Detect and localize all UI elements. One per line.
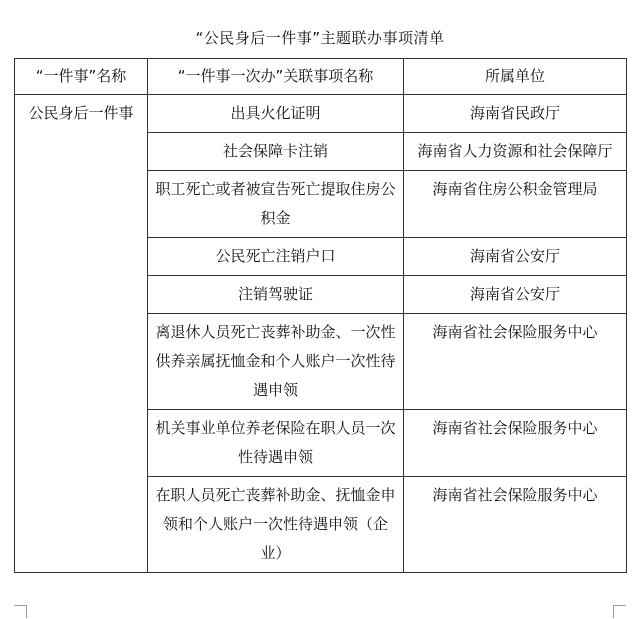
header-unit: 所属单位 <box>404 59 627 95</box>
corner-mark-right <box>613 605 626 618</box>
matter-cell: 社会保障卡注销 <box>148 133 404 171</box>
matter-cell: 机关事业单位养老保险在职人员一次性待遇申领 <box>148 410 404 477</box>
corner-mark-left <box>14 605 27 618</box>
matter-cell: 出具火化证明 <box>148 95 404 133</box>
unit-cell: 海南省社会保险服务中心 <box>404 477 627 573</box>
matter-cell: 公民死亡注销户口 <box>148 238 404 276</box>
matter-cell: 注销驾驶证 <box>148 276 404 314</box>
header-related-matter: “一件事一次办”关联事项名称 <box>148 59 404 95</box>
unit-cell: 海南省社会保险服务中心 <box>404 410 627 477</box>
unit-cell: 海南省住房公积金管理局 <box>404 171 627 238</box>
unit-cell: 海南省公安厅 <box>404 238 627 276</box>
header-matter-name: “一件事”名称 <box>15 59 148 95</box>
matter-cell: 职工死亡或者被宣告死亡提取住房公积金 <box>148 171 404 238</box>
matter-cell: 离退休人员死亡丧葬补助金、一次性供养亲属抚恤金和个人账户一次性待遇申领 <box>148 314 404 410</box>
unit-cell: 海南省人力资源和社会保障厅 <box>404 133 627 171</box>
page-corner-marks <box>0 605 640 619</box>
unit-cell: 海南省公安厅 <box>404 276 627 314</box>
group-name-cell: 公民身后一件事 <box>15 95 148 573</box>
document-title: “公民身后一件事”主题联办事项清单 <box>195 29 445 47</box>
unit-cell: 海南省社会保险服务中心 <box>404 314 627 410</box>
matters-table <box>14 58 627 573</box>
table-row <box>15 95 627 133</box>
matter-cell: 在职人员死亡丧葬补助金、抚恤金申领和个人账户一次性待遇申领（企业） <box>148 477 404 573</box>
table-header-row <box>15 59 627 95</box>
unit-cell: 海南省民政厅 <box>404 95 627 133</box>
